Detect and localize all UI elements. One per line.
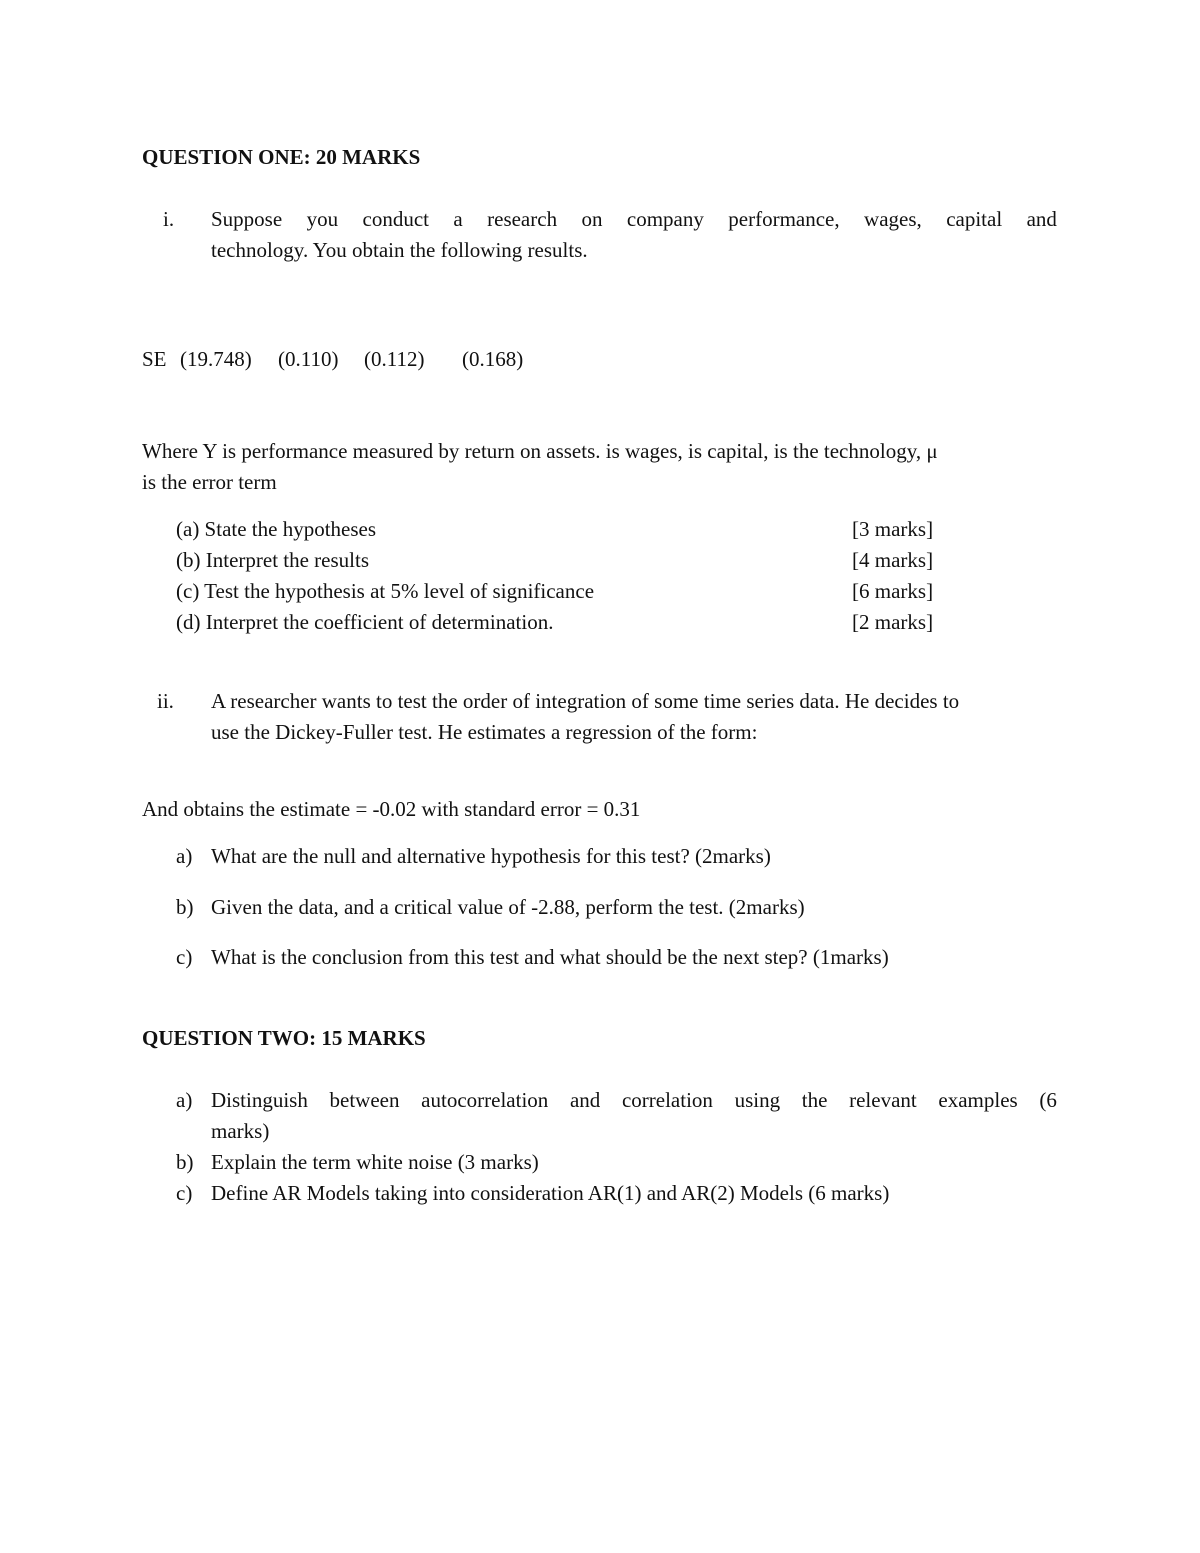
q2-item-a-line-1 xyxy=(211,1085,1057,1117)
q2-item-b-letter: b) xyxy=(176,1150,194,1174)
part-i-word: conduct xyxy=(362,207,429,231)
df-question-a-text: What are the null and alternative hypothesis for this test? (2marks) xyxy=(211,844,771,868)
q2-item-a-word: examples xyxy=(938,1088,1018,1112)
df-question-b-letter: b) xyxy=(176,895,194,919)
df-question-b-text: Given the data, and a critical value of -2.88, perform the test. (2marks) xyxy=(211,895,805,919)
sub-question-b: (b) Interpret the results xyxy=(176,548,370,572)
df-question-a-letter: a) xyxy=(176,844,193,868)
question-one-heading: QUESTION ONE: 20 MARKS xyxy=(142,145,421,169)
q2-item-b-text: Explain the term white noise (3 marks) xyxy=(211,1150,539,1174)
part-i-numeral: i. xyxy=(163,207,175,231)
q2-item-a-word: using xyxy=(734,1088,781,1112)
se-label: SE xyxy=(142,347,167,371)
part-i-word: and xyxy=(1026,207,1057,231)
part-i-line-1 xyxy=(211,204,1057,236)
q2-item-a-word: (6 xyxy=(1039,1088,1057,1112)
sub-question-c: (c) Test the hypothesis at 5% level of significance xyxy=(176,579,595,603)
part-i-word: a xyxy=(453,207,463,231)
sub-question-d-marks: [2 marks] xyxy=(852,610,934,634)
part-i-word: capital xyxy=(946,207,1003,231)
sub-question-a-marks: [3 marks] xyxy=(852,517,934,541)
q2-item-a-word: and xyxy=(569,1088,601,1112)
question-two-heading: QUESTION TWO: 15 MARKS xyxy=(142,1026,426,1050)
q2-item-a-word: the xyxy=(801,1088,828,1112)
df-question-c-text: What is the conclusion from this test and what should be the next step? (1marks) xyxy=(211,945,889,969)
q2-item-a-letter: a) xyxy=(176,1088,193,1112)
sub-question-d: (d) Interpret the coefficient of determination. xyxy=(176,610,554,634)
part-i-word: you xyxy=(306,207,339,231)
part-i-word: performance, xyxy=(728,207,840,231)
q2-item-a-line-2: marks) xyxy=(211,1119,270,1143)
se-value-1: (19.748) xyxy=(180,347,252,371)
q2-item-a-word: relevant xyxy=(849,1088,917,1112)
part-ii-line-1: A researcher wants to test the order of integration of some time series data. He decides to xyxy=(211,689,960,713)
sub-question-c-marks: [6 marks] xyxy=(852,579,934,603)
se-value-2: (0.110) xyxy=(278,347,339,371)
sub-question-a: (a) State the hypotheses xyxy=(176,517,377,541)
q2-item-a-word: Distinguish xyxy=(211,1088,308,1112)
q2-item-a-word: between xyxy=(329,1088,400,1112)
part-i-word: on xyxy=(581,207,603,231)
se-value-4: (0.168) xyxy=(462,347,524,371)
q2-item-a-word: autocorrelation xyxy=(421,1088,549,1112)
sub-question-b-marks: [4 marks] xyxy=(852,548,934,572)
estimate-line: And obtains the estimate = -0.02 with standard error = 0.31 xyxy=(142,797,641,821)
where-line-1: Where Y is performance measured by return on assets. is wages, is capital, is the technology, μ xyxy=(142,439,938,463)
part-ii-line-2: use the Dickey-Fuller test. He estimates a regression of the form: xyxy=(211,720,758,744)
q2-item-c-letter: c) xyxy=(176,1181,193,1205)
q2-item-c-text: Define AR Models taking into consideration AR(1) and AR(2) Models (6 marks) xyxy=(211,1181,890,1205)
q2-item-a-word: correlation xyxy=(621,1088,713,1112)
part-i-word: research xyxy=(487,207,558,231)
part-i-word: company xyxy=(626,207,704,231)
part-ii-numeral: ii. xyxy=(157,689,174,713)
part-i-word: wages, xyxy=(864,207,922,231)
df-question-c-letter: c) xyxy=(176,945,193,969)
part-i-line-2: technology. You obtain the following results. xyxy=(211,238,588,262)
where-line-2: is the error term xyxy=(142,470,277,494)
se-value-3: (0.112) xyxy=(364,347,425,371)
part-i-word: Suppose xyxy=(211,207,283,231)
